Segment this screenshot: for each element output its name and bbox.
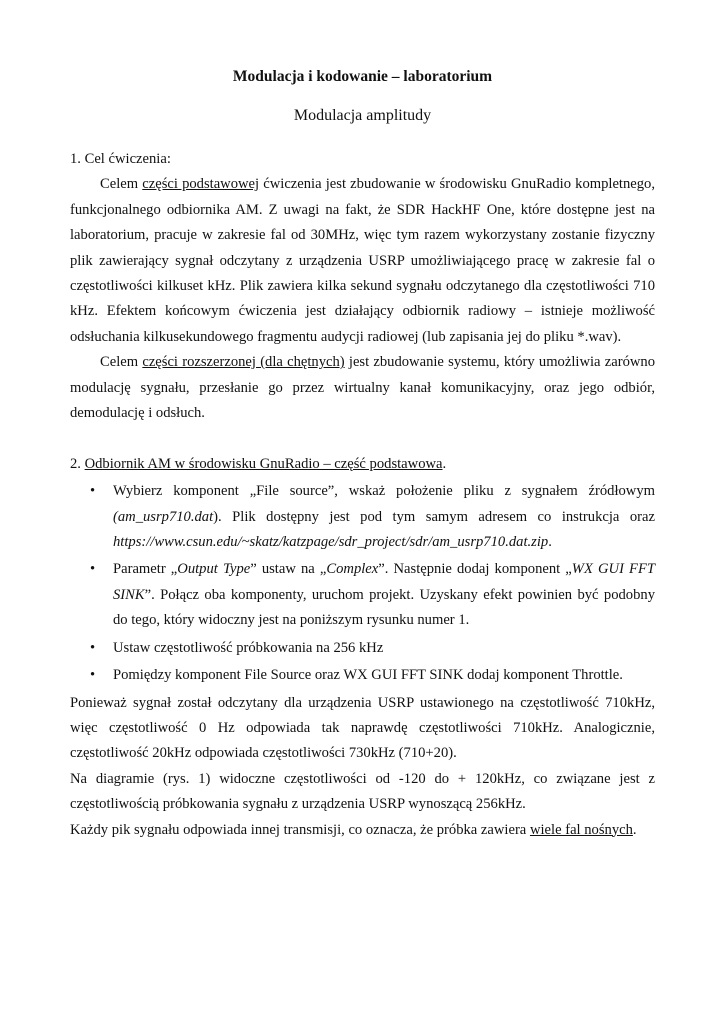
text-span: Celem [100,354,143,371]
text-span: jest zbudowanie systemu, który umożliwia zarówno modulację sygnału, przesłanie go przez wirtualny kanał komunikacyjny, oraz jego odbiór, demodulację i odsłuch. [70,354,655,422]
paragraph-goal-basic [70,172,655,350]
italic-text: (am_usrp710.dat [113,508,214,525]
list-item [70,663,655,688]
underlined-text: części rozszerzonej (dla chętnych) [142,354,345,371]
instruction-list [70,479,655,688]
list-item [70,636,655,661]
paragraph-goal-extended [70,350,655,426]
bullet-icon: • [90,561,96,578]
page-subtitle: Modulacja amplitudy [293,107,432,124]
section-2-heading [70,452,655,477]
list-item [70,557,655,633]
text-span: ” ustaw na „ [250,561,327,578]
text-span: ). Plik dostępny jest pod tym samym adresem co instrukcja oraz [213,508,655,525]
underlined-text: Odbiornik AM w środowisku GnuRadio – część podstawowa [84,455,443,472]
text-span: . [632,821,637,838]
page-title: Modulacja i kodowanie – laboratorium [232,68,493,85]
section-number: 2. [70,455,85,472]
text-span: Pomiędzy komponent File Source oraz WX GUI FFT SINK dodaj komponent Throttle. [113,667,623,684]
italic-text: WX GUI FFT SINK [113,561,655,603]
text-span: Celem [100,176,143,193]
list-item [70,479,655,555]
text-span: . [548,534,552,551]
underlined-text: wiele fal nośnych [529,821,633,838]
bullet-icon: • [90,667,96,684]
paragraph-carriers [70,818,655,843]
underlined-text: części podstawowej [142,176,260,193]
file-url-link[interactable]: https://www.csun.edu/~skatz/katzpage/sdr_project/sdr/am_usrp710.dat.zip [113,534,549,551]
paragraph-diagram-range: Na diagramie (rys. 1) widoczne częstotliwości od -120 do + 120kHz, co związane jest z częstotliwością próbkowania sygnału z urządzenia USRP wynoszącą 256kHz. [70,770,655,813]
section-1-heading: 1. Cel ćwiczenia: [70,151,171,167]
text-span: . [442,455,447,472]
document-body [70,147,655,843]
bullet-icon: • [90,639,96,656]
blank-line [70,426,655,451]
italic-text: Output Type [177,561,251,578]
text-span: ”. Następnie dodaj komponent „ [378,561,572,578]
text-span: ”. Połącz oba komponenty, uruchom projekt. Uzyskany efekt powinien być podobny do tego, który widoczny jest na poniższym rysunku numer 1. [113,586,655,629]
text-span: ćwiczenia jest zbudowanie w środowisku GnuRadio kompletnego, funkcjonalnego odbiornika AM. Z uwagi na fakt, że SDR HackHF One, które dostępne jest na laboratorium, pracuje w zakresie fal od 30MHz, więc tym razem wykorzystany zostanie fizyczny plik zawierający sygnał odczytany z urządzenia USRP umożliwiającego pracę w zakresie fal o częstotliwości kilkuset kHz. Plik zawiera kilka sekund sygnału odczytanego dla częstotliwości 710 kHz. Efektem końcowym ćwiczenia jest działający odbiornik radiowy – istnieje możliwość odsłuchania kilkusekundowego fragmentu audycji radiowej (lub zapisania jej do pliku *.wav). [70,176,655,345]
bullet-icon: • [90,483,96,500]
italic-text: Complex [326,561,379,578]
text-span: Każdy pik sygnału odpowiada innej transmisji, co oznacza, że próbka zawiera [70,821,530,838]
text-span: Parametr „ [113,561,178,578]
paragraph-frequency-offset: Ponieważ sygnał został odczytany dla urządzenia USRP ustawionego na częstotliwość 710kHz, więc częstotliwość 0 Hz odpowiada tak naprawdę częstotliwości 710kHz. Analogicznie, częstotliwość 20kHz odpowiada częstotliwości 730kHz (710+20). [70,694,655,762]
text-span: Wybierz komponent „File source”, wskaż położenie pliku z sygnałem źródłowym [113,483,655,500]
text-span: Ustaw częstotliwość próbkowania na 256 kHz [113,639,384,656]
